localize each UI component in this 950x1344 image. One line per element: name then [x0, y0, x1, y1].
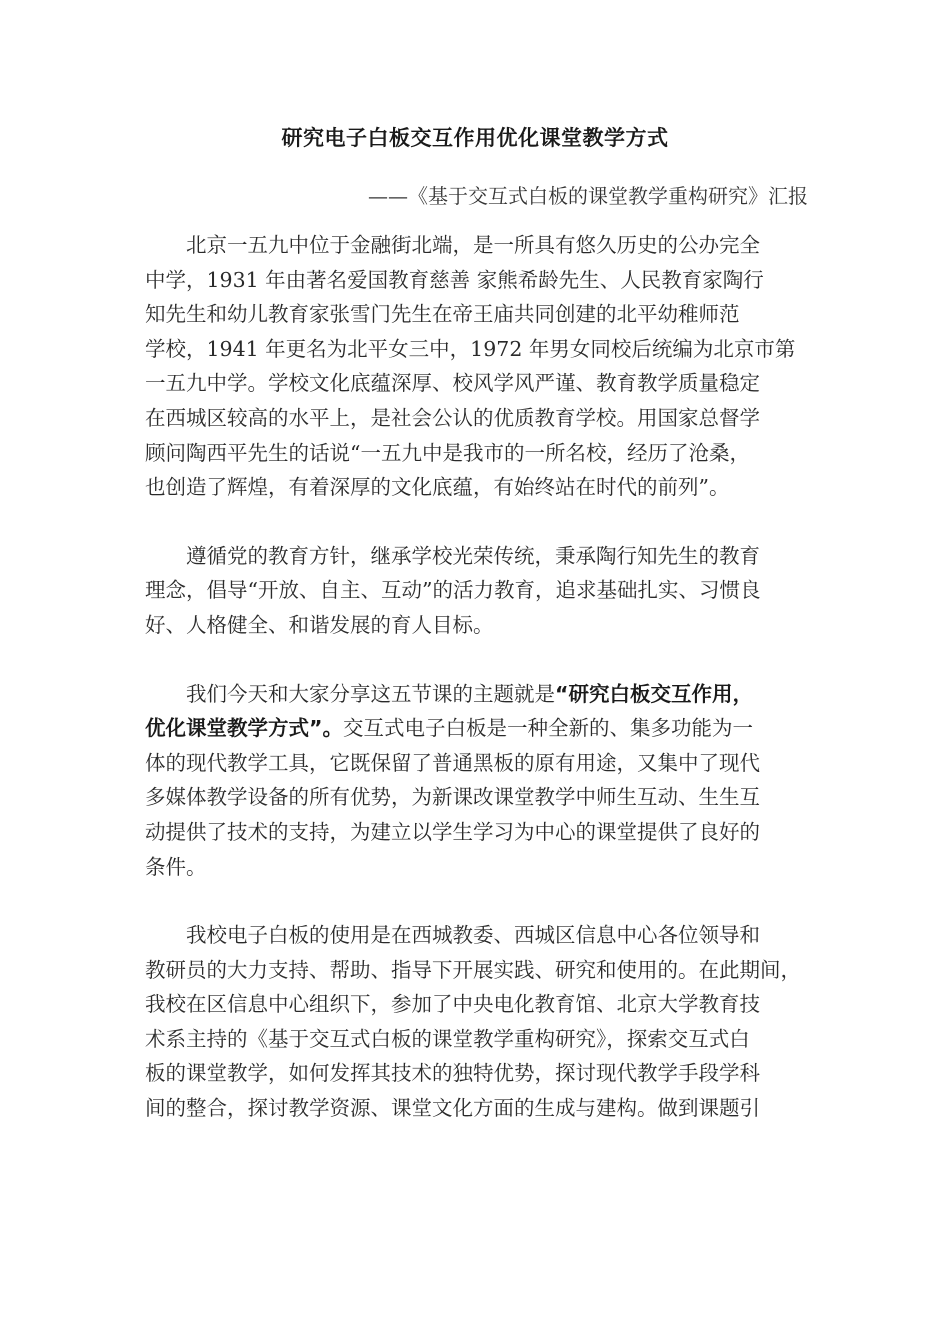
text-line: 板的课堂教学，如何发挥其技术的独特优势，探讨现代教学手段学科	[145, 1061, 760, 1086]
text-line: 北京一五九中位于金融街北端，是一所具有悠久历史的公办完全	[186, 233, 760, 257]
text-line: 理念，倡导“开放、自主、互动”的活力教育，追求基础扎实、习惯良	[145, 578, 761, 603]
text-line: 我校电子白板的使用是在西城教委、西城区信息中心各位领导和	[186, 923, 760, 948]
text-line: 知先生和幼儿教育家张雪门先生在帝王庙共同创建的北平幼稚师范	[145, 302, 740, 327]
text-line: 顾问陶西平先生的话说“一五九中是我市的一所名校，经历了沧桑，	[145, 440, 750, 465]
text-line: 也创造了辉煌，有着深厚的文化底蕴，有始终站在时代的前列”。	[145, 475, 730, 500]
text-line	[145, 677, 809, 712]
text-line: 我校在区信息中心组织下，参加了中央电化教育馆、北京大学教育技	[145, 992, 760, 1017]
text-line: 多媒体教学设备的所有优势，为新课改课堂教学中师生互动、生生互	[145, 785, 760, 810]
topic-emphasis: “研究白板交互作用，	[555, 681, 753, 706]
text-line: 间的整合，探讨教学资源、课堂文化方面的生成与建构。做到课题引	[145, 1096, 760, 1121]
text-line: 术系主持的《基于交互式白板的课堂教学重构研究》，探索交互式白	[145, 1026, 750, 1051]
text-line	[145, 711, 809, 746]
text-line: 中学，1931 年由著名爱国教育慈善 家熊希龄先生、人民教育家陶行	[145, 267, 764, 292]
text-line: 学校，1941 年更名为北平女三中，1972 年男女同校后统编为北京市第	[145, 336, 796, 361]
text-run: 交互式电子白板是一种全新的、集多功能为一	[342, 716, 753, 741]
document-subtitle: ——《基于交互式白板的课堂教学重构研究》汇报	[368, 184, 808, 208]
text-line: 教研员的大力支持、帮助、指导下开展实践、研究和使用的。在此期间，	[145, 957, 801, 982]
text-line: 好、人格健全、和谐发展的育人目标。	[145, 612, 494, 637]
text-line: 条件。	[145, 854, 207, 879]
text-line: 体的现代教学工具，它既保留了普通黑板的原有用途，又集中了现代	[145, 750, 760, 775]
document-title: 研究电子白板交互作用优化课堂教学方式	[281, 126, 669, 150]
topic-emphasis: 优化课堂教学方式”。	[145, 716, 343, 741]
text-line: 动提供了技术的支持，为建立以学生学习为中心的课堂提供了良好的	[145, 819, 760, 844]
text-run: 我们今天和大家分享这五节课的主题就是	[186, 681, 555, 706]
paragraph-2	[145, 539, 809, 643]
paragraph-4	[145, 918, 809, 1126]
text-line: 在西城区较高的水平上，是社会公认的优质教育学校。用国家总督学	[145, 405, 760, 430]
paragraph-1	[145, 228, 809, 505]
text-line: 一五九中学。学校文化底蕴深厚、校风学风严谨、教育教学质量稳定	[145, 371, 760, 396]
document-body	[145, 228, 809, 1160]
text-line: 遵循党的教育方针，继承学校光荣传统，秉承陶行知先生的教育	[186, 543, 760, 568]
paragraph-3	[145, 677, 809, 885]
